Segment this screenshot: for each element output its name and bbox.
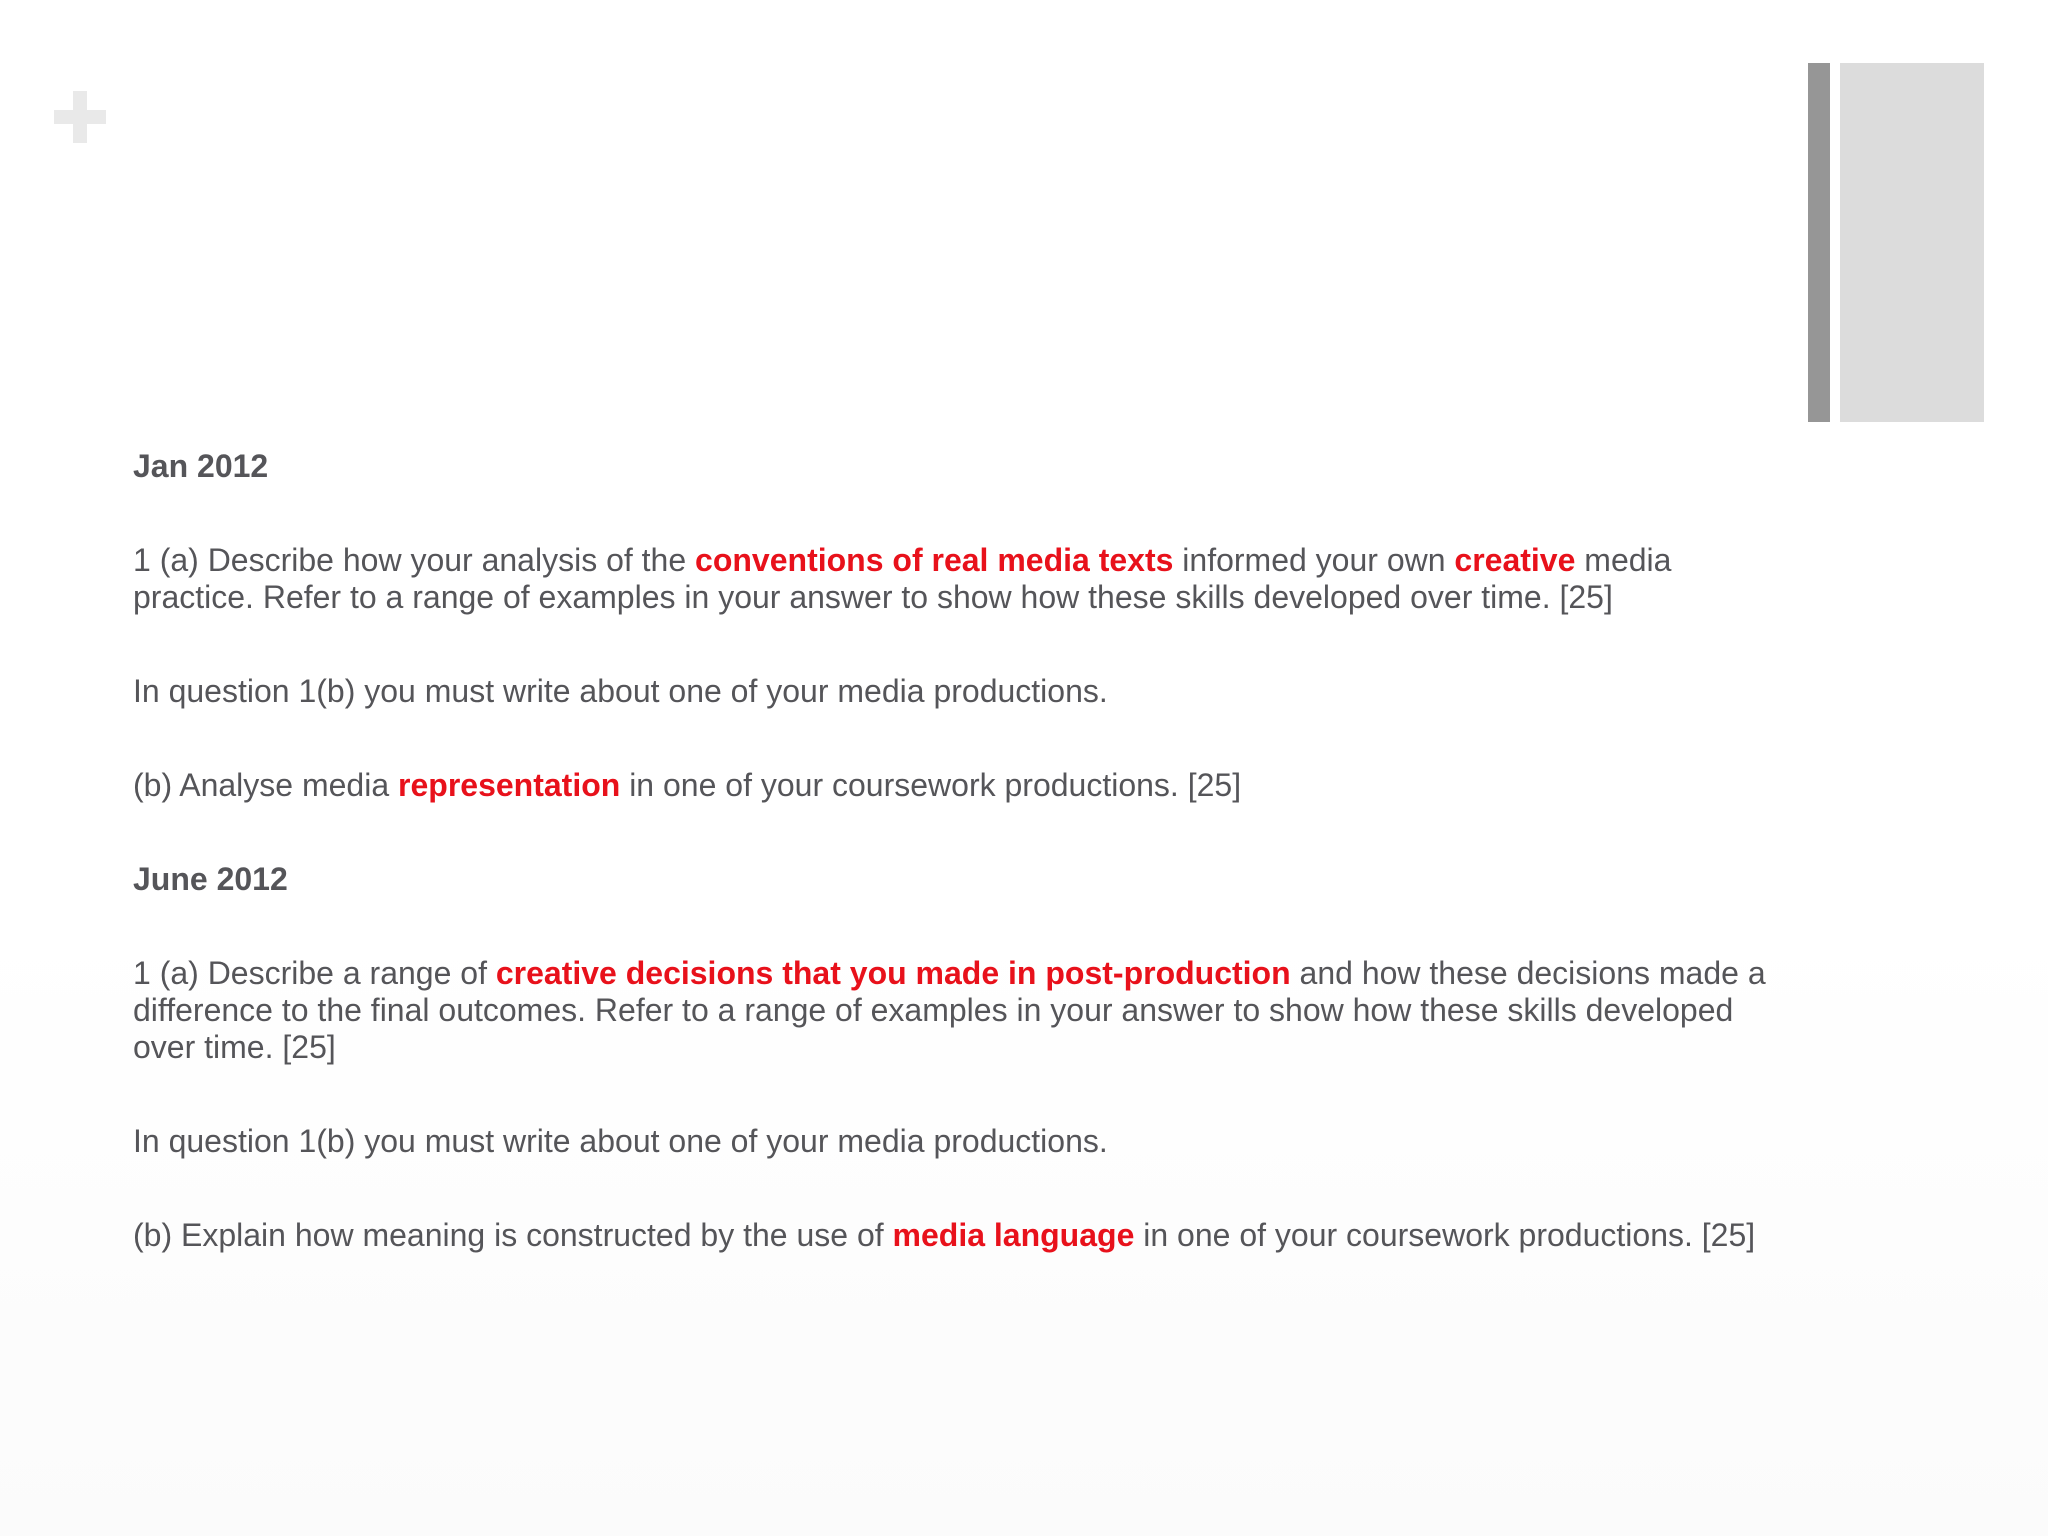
- question-text: (b) Explain how meaning is constructed by the use of: [133, 1217, 893, 1253]
- question-jan-1a: [133, 542, 1793, 616]
- accent-bar-light: [1840, 63, 1984, 422]
- question-text: (b) Analyse media: [133, 767, 399, 803]
- section-heading-jan-2012: Jan 2012: [133, 448, 269, 484]
- question-text: media practice. Refer to a range of examples in your answer to show how these skills developed over time. [25]: [133, 542, 1672, 615]
- question-june-1a: [133, 955, 1793, 1066]
- question-text: in one of your coursework productions. [25]: [620, 767, 1242, 803]
- question-text: 1 (a) Describe how your analysis of the: [133, 542, 696, 578]
- highlight-keyword: conventions of real media texts: [695, 542, 1174, 578]
- highlight-keyword: creative: [1454, 542, 1576, 578]
- section-heading-june-2012: June 2012: [133, 861, 288, 897]
- instruction-note-june: In question 1(b) you must write about one of your media productions.: [133, 1123, 1108, 1159]
- question-text: informed your own: [1173, 542, 1455, 578]
- question-text: in one of your coursework productions. [25]: [1134, 1217, 1756, 1253]
- accent-bar-dark: [1808, 63, 1830, 422]
- question-jan-1b: [133, 767, 1241, 804]
- plus-icon: [54, 91, 106, 143]
- question-june-1b: [133, 1217, 1755, 1254]
- instruction-note-jan: In question 1(b) you must write about one of your media productions.: [133, 673, 1108, 709]
- question-text: 1 (a) Describe a range of: [133, 955, 496, 991]
- highlight-keyword: media language: [892, 1217, 1135, 1253]
- highlight-keyword: representation: [398, 767, 621, 803]
- highlight-keyword: creative decisions that you made in post-production: [495, 955, 1291, 991]
- question-text: and how these decisions made a difference to the final outcomes. Refer to a range of examples in your answer to show how these skills developed over time. [25]: [133, 955, 1766, 1065]
